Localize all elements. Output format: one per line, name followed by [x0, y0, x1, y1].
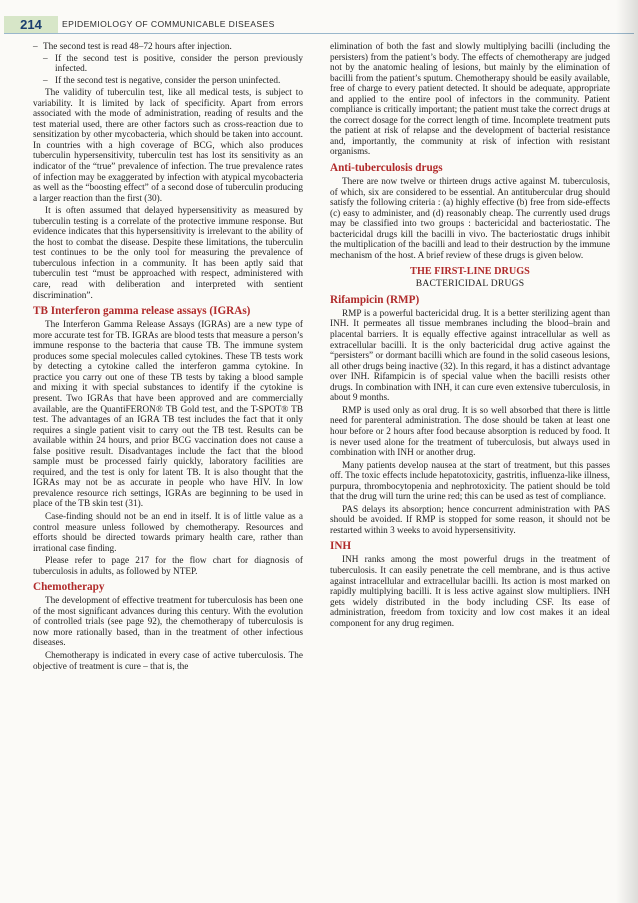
page-header [0, 0, 638, 34]
bactericidal-drugs-subheading: BACTERICIDAL DRUGS [415, 278, 525, 290]
header-rule [4, 33, 634, 34]
paragraph: There are now twelve or thirteen drugs active against M. tuberculosis, of which, six are considered to be essential. An antitubercular drug should satisfy the following criteria : (a) highly effective (b) free from side-effects (c) easy to administer, and (d) reasonably cheap. The currently used drugs may be classified into two groups : bactericidal and bacteriostatic. The bactericidal drugs kill the bacilli in vivo. The bacteriostatic drugs inhibit the multiplication of the bacilli and lead to their destruction by the immune mechanism of the host. A brief review of these drugs is given below. [330, 177, 610, 261]
list-item: – If the second test is negative, consider the person uninfected. [33, 76, 303, 87]
paragraph: elimination of both the fast and slowly multiplying bacilli (including the persisters) from the patient’s body. The effects of chemotherapy are judged not by the anatomic healing of lesions, but mainly by the elimination of bacilli from the patient’s sputum. Chemotherapy should be easily available, free of charge to every patient detected. It should be adequate, appropriate and applied to the entire pool of infectors in the community. Patient compliance is critically important; the patient must take the correct drugs at the correct dosage for the correct length of time. Incomplete treatment puts the patient at risk of relapse and the development of bacterial resistance and, importantly, the community at risk of infection with resistant organisms. [330, 42, 610, 158]
paragraph: Chemotherapy is indicated in every case of active tuberculosis. The objective of treatment is cure – that is, the [33, 650, 303, 672]
paragraph: Many patients develop nausea at the start of treatment, but this passes off. The toxic effects include hepatotoxicity, gastritis, influenza-like illness, purpura, thrombocytopenia and nephrotoxicity. The patient should be told that the drug will turn the urine red; this can be used as test of compliance. [330, 460, 610, 503]
first-line-drugs-heading: THE FIRST-LINE DRUGS [410, 266, 530, 278]
inh-heading: INH [330, 540, 352, 553]
paragraph: Case-finding should not be an end in itself. It is of little value as a control measure unless followed by chemotherapy. Resources and efforts should be directed towards primary health care, rather than irrational case finding. [33, 511, 303, 554]
left-column [33, 42, 303, 674]
rifampicin-heading: Rifampicin (RMP) [330, 293, 420, 306]
right-column [330, 42, 610, 631]
paragraph: INH ranks among the most powerful drugs in the treatment of tuberculosis. It can easily penetrate the cell membrane, and is thus active against intracellular and extracellular bacilli. Its action is most marked on rapidly multiplying bacilli. It is less active against slow multipliers. INH gets widely distributed in the body including CSF. Its ease of administration, freedom from toxicity and low cost makes it an ideal component for any drug regimen. [330, 555, 610, 629]
page-edge-shadow [616, 0, 638, 903]
test-reading-list [33, 42, 303, 86]
chemotherapy-heading: Chemotherapy [33, 581, 105, 594]
igra-heading: TB Interferon gamma release assays (IGRAs) [33, 305, 251, 318]
page-number: 214 [4, 16, 58, 33]
list-item: – The second test is read 48–72 hours after injection. [33, 42, 303, 53]
paragraph: PAS delays its absorption; hence concurrent administration with PAS should be avoided. If RMP is stopped for some reason, it should not be restarted within 3 weeks to avoid hypersensitivity. [330, 504, 610, 536]
paragraph: It is often assumed that delayed hypersensitivity as measured by tuberculin testing is a correlate of the protective immune response. But evidence indicates that this hypersensitivity is irrelevant to the ability of the host to combat the disease. Despite these limitations, the tuberculin test continues to be the only tool for measuring the prevalence of tuberculous infection in a community. It has been aptly said that tuberculin test “must be approached with respect, administered with care, read with deliberation and interpreted with sentient discrimination”. [33, 206, 303, 301]
running-head: EPIDEMIOLOGY OF COMMUNICABLE DISEASES [62, 19, 275, 29]
list-item: – If the second test is positive, consider the person previously infected. [33, 54, 303, 75]
paragraph: RMP is used only as oral drug. It is so well absorbed that there is little need for parenteral administration. The dose should be taken at least one hour before or 2 hours after food because absorption is reduced by food. It is never used alone for the treatment of tuberculosis, but always used in combination with INH or another drug. [330, 405, 610, 459]
paragraph: RMP is a powerful bactericidal drug. It is a better sterilizing agent than INH. It permeates all tissue membranes including the blood–brain and placental barriers. It is equally effective against intracellular as well as extracellular bacilli. It is the only bactericidal drug active against the “persisters” or dormant bacilli which are found in the solid caseous lesions, all other drugs being inactive (32). In this regard, it has a distinct advantage over INH. Rifampicin is of special value when the bacilli resists other drugs. In combination with INH, it can cure even extensive tuberculosis, in about 9 months. [330, 308, 610, 404]
anti-tb-drugs-heading: Anti-tuberculosis drugs [330, 162, 443, 175]
paragraph: Please refer to page 217 for the flow chart for diagnosis of tuberculosis in adults, as followed by NTEP. [33, 556, 303, 577]
paragraph: The Interferon Gamma Release Assays (IGRAs) are a new type of more accurate test for TB. IGRAs are blood tests that measure a person’s immune response to the bacteria that cause TB. The immune system produces some special molecules called cytokines. These TB tests work by detecting a cytokine called the interferon gamma cytokine. In practice you carry out one of these TB tests by taking a blood sample and mixing it with special substances to identify if the cytokine is present. Two IGRAs that have been approved and are commercially available, are the QuantiFERON® TB Gold test, and the T-SPOT® TB test. The advantages of an IGRA TB test includes the fact that it only requires a single patient visit to carry out the TB test. Results can be available within 24 hours, and prior BCG vaccination does not cause a false positive result. Disadvantages include the fact that the blood sample must be processed fairly quickly, laboratory facilities are required, and the test is only for latent TB. It is also thought that the IGRAs may not be as accurate in people who have HIV. In low prevalence resource rich settings, IGRAs are beginning to be used in place of the TB skin test (31). [33, 320, 303, 510]
paragraph: The validity of tuberculin test, like all medical tests, is subject to variability. It is limited by lack of specificity. Apart from errors associated with the mode of administration, reading of results and the test material used, there are other factors such as cross-reaction due to sensitization by other mycobacteria, which should be taken into account. In countries with a high coverage of BCG, which also produces tuberculin hypersensitivity, tuberculin test has lost its sensitivity as an indicator of the “true” prevalence of infection. The true prevalence rates of infection may be exaggerated by infection with atypical mycobacteria as well as the “boosting effect” of a second dose of tuberculin producing a larger reaction than the first (30). [33, 88, 303, 204]
paragraph: The development of effective treatment for tuberculosis has been one of the most significant advances during this century. With the evolution of controlled trials (see page 92), the chemotherapy of tuberculosis is now more rationally based, than in the treatment of other infectious diseases. [33, 596, 303, 649]
